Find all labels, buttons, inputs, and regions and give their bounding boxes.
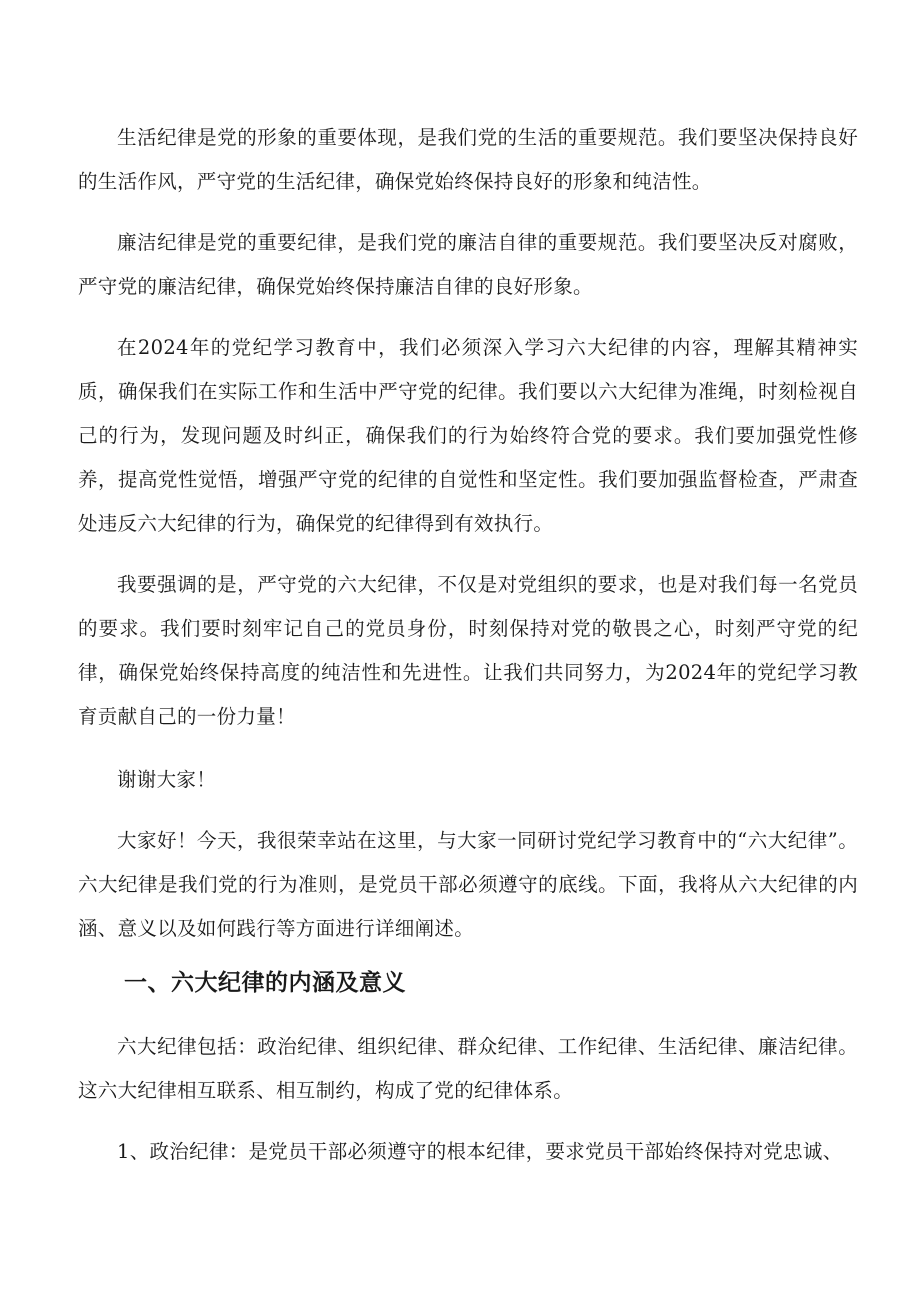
paragraph-emphasis: 我要强调的是，严守党的六大纪律，不仅是对党组织的要求，也是对我们每一名党员的要求。我们要时刻牢记自己的党员身份，时刻保持对党的敬畏之心，时刻严守党的纪律，确保党始终保持高度的纯洁性和先进性。让我们共同努力，为2024年的党纪学习教育贡献自己的一份力量！ (78, 573, 858, 728)
paragraph-integrity-discipline: 廉洁纪律是党的重要纪律，是我们党的廉洁自律的重要规范。我们要坚决反对腐败，严守党的廉洁纪律，确保党始终保持廉洁自律的良好形象。 (78, 231, 858, 298)
paragraph-thanks: 谢谢大家！ (117, 768, 217, 791)
paragraph-political-discipline: 1、政治纪律：是党员干部必须遵守的根本纪律，要求党员干部始终保持对党忠诚、 (117, 1140, 843, 1163)
paragraph-six-disciplines: 六大纪律包括：政治纪律、组织纪律、群众纪律、工作纪律、生活纪律、廉洁纪律。这六大纪律相互联系、相互制约，构成了党的纪律体系。 (78, 1035, 858, 1102)
paragraph-greeting: 大家好！今天，我很荣幸站在这里，与大家一同研讨党纪学习教育中的“六大纪律”。六大纪律是我们党的行为准则，是党员干部必须遵守的底线。下面，我将从六大纪律的内涵、意义以及如何践行等方面进行详细阐述。 (78, 829, 858, 940)
section-heading: 一、六大纪律的内涵及意义 (124, 969, 406, 996)
paragraph-education-2024: 在2024年的党纪学习教育中，我们必须深入学习六大纪律的内容，理解其精神实质，确保我们在实际工作和生活中严守党的纪律。我们要以六大纪律为准绳，时刻检视自己的行为，发现问题及时纠正，确保我们的行为始终符合党的要求。我们要加强党性修养，提高党性觉悟，增强严守党的纪律的自觉性和坚定性。我们要加强监督检查，严肃查处违反六大纪律的行为，确保党的纪律得到有效执行。 (78, 336, 858, 535)
paragraph-life-discipline: 生活纪律是党的形象的重要体现，是我们党的生活的重要规范。我们要坚决保持良好的生活作风，严守党的生活纪律，确保党始终保持良好的形象和纯洁性。 (78, 126, 858, 193)
